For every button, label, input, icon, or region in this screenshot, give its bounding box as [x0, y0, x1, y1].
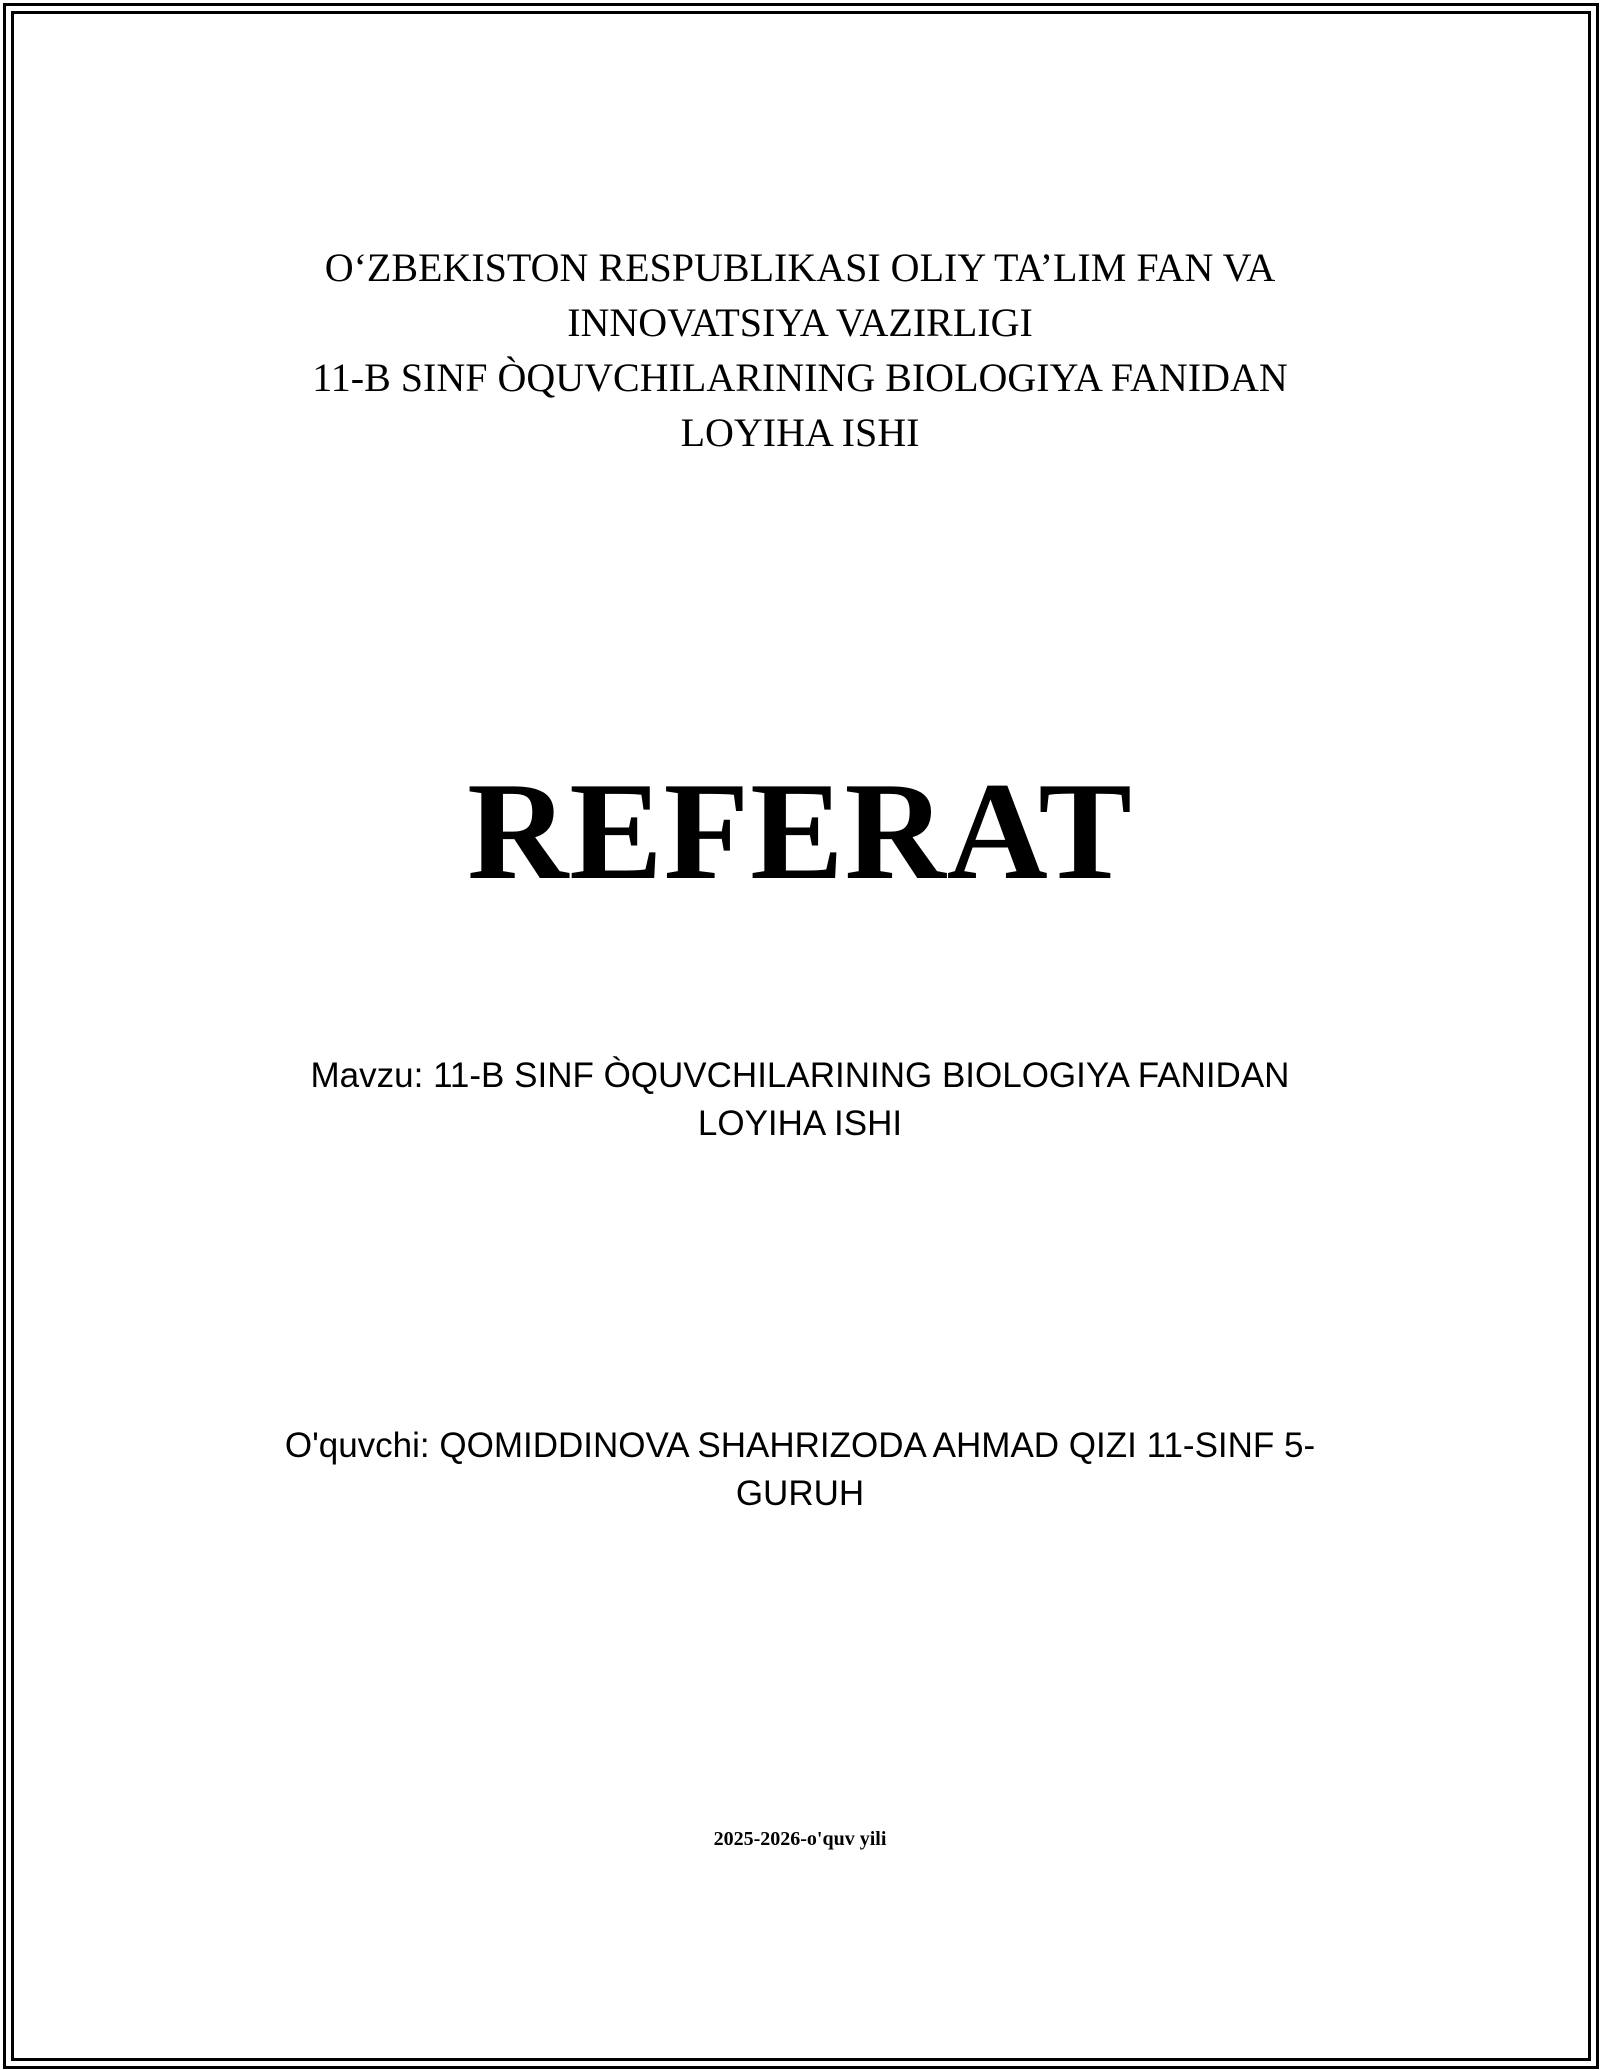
ministry-header: [0, 240, 1600, 460]
student-section: [0, 1422, 1600, 1518]
topic-line: Mavzu: 11-B SINF ÒQUVCHILARINING BIOLOGIYA FANIDAN: [310, 1056, 1290, 1095]
topic-line: LOYIHA ISHI: [697, 1104, 903, 1143]
student-line: GURUH: [735, 1474, 865, 1513]
topic-section: [0, 1052, 1600, 1148]
header-line: O‘ZBEKISTON RESPUBLIKASI OLIY TA’LIM FAN VA: [324, 245, 1276, 290]
academic-year: 2025-2026-o'quv yili: [713, 1828, 887, 1850]
student-line: O'quvchi: QOMIDDINOVA SHAHRIZODA AHMAD QIZI 11-SINF 5-: [284, 1426, 1316, 1465]
header-line: 11-B SINF ÒQUVCHILARINING BIOLOGIYA FANIDAN: [312, 355, 1288, 400]
header-line: LOYIHA ISHI: [680, 410, 920, 455]
document-title: REFERAT: [467, 754, 1133, 909]
header-line: INNOVATSIYA VAZIRLIGI: [567, 300, 1033, 345]
